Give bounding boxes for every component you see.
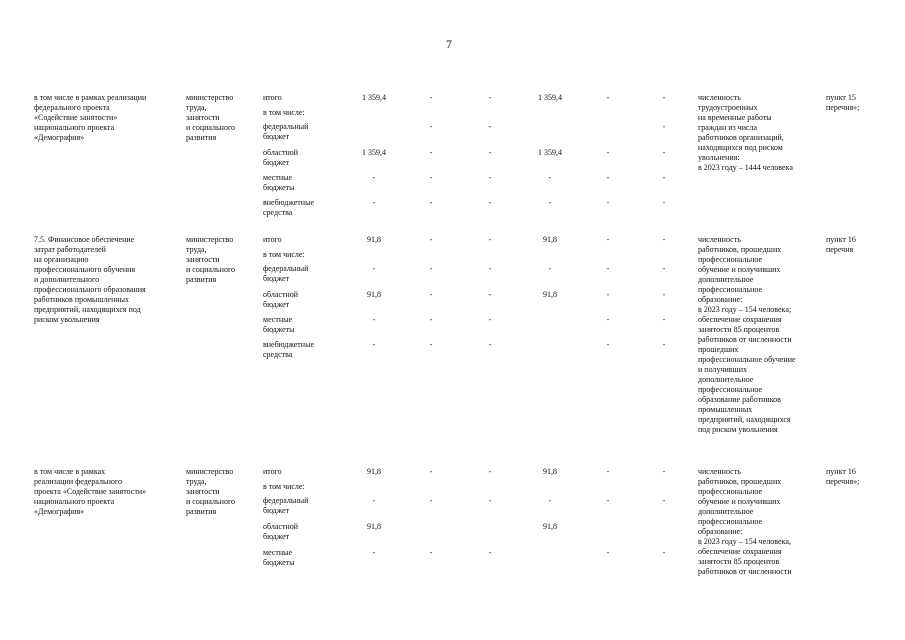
funding-value: - <box>372 315 376 324</box>
executor-line: министерство <box>186 93 234 102</box>
indicator-line: обучение и получивших <box>698 497 781 506</box>
funding-value: - <box>662 496 666 505</box>
reference-line: пункт 15 <box>826 93 856 102</box>
indicator-line: работников, прошедших <box>698 477 782 486</box>
activity-name-line: 7.5. Финансовое обеспечение <box>34 235 135 244</box>
funding-value: - <box>372 340 376 349</box>
funding-value: - <box>372 264 376 273</box>
funding-value: - <box>606 173 610 182</box>
funding-source-label: бюджет <box>263 532 290 541</box>
activity-name-line: национального проекта <box>34 123 115 132</box>
activity-name-line: в том числе в рамках <box>34 467 106 476</box>
funding-value: 1 359,4 <box>362 93 386 102</box>
funding-value: - <box>488 340 492 349</box>
funding-value: - <box>488 467 492 476</box>
executor-line: развития <box>186 507 217 516</box>
funding-value: - <box>429 122 433 131</box>
activity-name-line: на организацию <box>34 255 89 264</box>
funding-value: - <box>372 198 376 207</box>
funding-value: - <box>488 548 492 557</box>
funding-value: 91,8 <box>367 290 381 299</box>
indicator-line: предприятий, находящихся <box>698 415 791 424</box>
funding-value: - <box>488 496 492 505</box>
indicator-line: трудоустроенных <box>698 103 758 112</box>
executor-line: и социального <box>186 265 236 274</box>
funding-value: - <box>429 315 433 324</box>
executor-line: и социального <box>186 123 236 132</box>
funding-source-label: бюджеты <box>263 558 295 567</box>
indicator-line: промышленных <box>698 405 753 414</box>
funding-value: - <box>488 290 492 299</box>
activity-name-line: национального проекта <box>34 497 115 506</box>
funding-value: - <box>606 235 610 244</box>
activity-name-line: профессионального обучения <box>34 265 136 274</box>
funding-value: - <box>548 198 552 207</box>
funding-value: - <box>606 93 610 102</box>
funding-value: - <box>662 122 666 131</box>
funding-value: - <box>488 264 492 273</box>
indicator-line: занятости 85 процентов <box>698 557 780 566</box>
executor-line: труда, <box>186 245 207 254</box>
funding-value: 1 359,4 <box>362 148 386 157</box>
funding-value: 91,8 <box>543 290 557 299</box>
funding-value: - <box>662 148 666 157</box>
activity-name-line: предприятий, находящихся под <box>34 305 141 314</box>
funding-value: - <box>662 315 666 324</box>
indicator-line: в 2023 году – 154 человека; <box>698 305 792 314</box>
funding-source-label: в том числе: <box>263 482 305 491</box>
indicator-line: работников организаций, <box>698 133 784 142</box>
funding-value: - <box>372 173 376 182</box>
indicator-line: профессиональное <box>698 385 763 394</box>
funding-source-label: местные <box>263 315 293 324</box>
funding-value: - <box>662 290 666 299</box>
funding-source-label: итого <box>263 93 282 102</box>
activity-name-line: затрат работодателей <box>34 245 106 254</box>
funding-value: - <box>488 173 492 182</box>
funding-source-label: федеральный <box>263 264 309 273</box>
funding-value: - <box>662 173 666 182</box>
executor-line: и социального <box>186 497 236 506</box>
indicator-line: в 2023 году – 154 человека, <box>698 537 791 546</box>
funding-value: - <box>429 173 433 182</box>
indicator-line: образование: <box>698 527 743 536</box>
funding-source-label: средства <box>263 208 293 217</box>
indicator-line: в 2023 году – 1444 человека <box>698 163 793 172</box>
funding-source-label: областной <box>263 290 299 299</box>
indicator-line: профессиональное <box>698 487 763 496</box>
funding-value: - <box>606 198 610 207</box>
indicator-line: дополнительное <box>698 275 754 284</box>
funding-value: - <box>429 93 433 102</box>
activity-name-line: в том числе в рамках реализации <box>34 93 147 102</box>
indicator-line: дополнительное <box>698 375 754 384</box>
funding-source-label: бюджет <box>263 506 290 515</box>
executor-line: занятости <box>186 255 220 264</box>
indicator-line: под риском увольнения <box>698 425 778 434</box>
funding-value: 1 359,4 <box>538 148 562 157</box>
activity-name-line: «Демография» <box>34 507 85 516</box>
reference-line: перечня»; <box>826 477 860 486</box>
indicator-line: образование: <box>698 295 743 304</box>
executor-line: труда, <box>186 103 207 112</box>
funding-source-label: федеральный <box>263 122 309 131</box>
funding-source-label: местные <box>263 173 293 182</box>
funding-value: - <box>429 290 433 299</box>
funding-value: - <box>488 93 492 102</box>
funding-value: - <box>488 198 492 207</box>
activity-name-line: реализации федерального <box>34 477 122 486</box>
activity-name-line: риском увольнения <box>34 315 100 324</box>
funding-value: - <box>662 93 666 102</box>
funding-source-label: бюджеты <box>263 183 295 192</box>
funding-source-label: федеральный <box>263 496 309 505</box>
funding-value: 91,8 <box>367 235 381 244</box>
funding-value: - <box>662 264 666 273</box>
indicator-line: численность <box>698 467 741 476</box>
indicator-line: обучение и получивших <box>698 265 781 274</box>
funding-value: - <box>488 315 492 324</box>
executor-line: занятости <box>186 487 220 496</box>
executor-line: труда, <box>186 477 207 486</box>
reference-line: пункт 16 <box>826 467 856 476</box>
funding-value: - <box>372 496 376 505</box>
funding-value: - <box>606 496 610 505</box>
funding-source-label: в том числе: <box>263 108 305 117</box>
funding-source-label: внебюджетные <box>263 340 314 349</box>
indicator-line: профессиональное <box>698 255 763 264</box>
funding-value: - <box>606 548 610 557</box>
activity-name-line: работников промышленных <box>34 295 130 304</box>
funding-value: - <box>488 122 492 131</box>
executor-line: развития <box>186 275 217 284</box>
funding-value: 91,8 <box>543 235 557 244</box>
funding-value: - <box>662 548 666 557</box>
funding-value: - <box>488 148 492 157</box>
executor-line: министерство <box>186 235 234 244</box>
reference-line: перечня»; <box>826 103 860 112</box>
funding-source-label: итого <box>263 467 282 476</box>
indicator-line: увольнения: <box>698 153 740 162</box>
indicator-line: работников от численности <box>698 567 792 576</box>
reference-line: пункт 16 <box>826 235 856 244</box>
indicator-line: образование работников <box>698 395 781 404</box>
funding-value: - <box>488 235 492 244</box>
indicator-line: профессиональное <box>698 517 763 526</box>
indicator-line: на временные работы <box>698 113 772 122</box>
funding-source-label: бюджеты <box>263 325 295 334</box>
indicator-line: дополнительное <box>698 507 754 516</box>
funding-value: - <box>548 173 552 182</box>
funding-value: - <box>606 148 610 157</box>
funding-value: 91,8 <box>367 522 381 531</box>
indicator-line: численность <box>698 235 741 244</box>
indicator-line: работников от численности <box>698 335 792 344</box>
funding-value: - <box>662 198 666 207</box>
funding-value: - <box>429 198 433 207</box>
funding-value: - <box>606 264 610 273</box>
funding-value: - <box>429 496 433 505</box>
funding-value: - <box>429 548 433 557</box>
funding-source-label: бюджет <box>263 274 290 283</box>
indicator-line: профессиональное обучение <box>698 355 796 364</box>
funding-value: 1 359,4 <box>538 93 562 102</box>
funding-value: 91,8 <box>543 467 557 476</box>
funding-source-label: внебюджетные <box>263 198 314 207</box>
page-number: 7 <box>446 37 452 51</box>
funding-source-label: областной <box>263 522 299 531</box>
indicator-line: обеспечение сохранения <box>698 547 782 556</box>
indicator-line: численность <box>698 93 741 102</box>
activity-name-line: профессионального образования <box>34 285 146 294</box>
indicator-line: прошедших <box>698 345 739 354</box>
funding-value: - <box>662 235 666 244</box>
activity-name-line: федерального проекта <box>34 103 110 112</box>
funding-value: 91,8 <box>543 522 557 531</box>
funding-value: - <box>372 548 376 557</box>
funding-value: - <box>548 264 552 273</box>
funding-source-label: в том числе: <box>263 250 305 259</box>
funding-source-label: местные <box>263 548 293 557</box>
executor-line: занятости <box>186 113 220 122</box>
funding-source-label: областной <box>263 148 299 157</box>
activity-name-line: и дополнительного <box>34 275 100 284</box>
funding-value: - <box>429 264 433 273</box>
funding-source-label: бюджет <box>263 132 290 141</box>
indicator-line: профессиональное <box>698 285 763 294</box>
funding-value: - <box>548 496 552 505</box>
funding-value: - <box>429 235 433 244</box>
reference-line: перечня <box>826 245 854 254</box>
indicator-line: обеспечение сохранения <box>698 315 782 324</box>
indicator-line: граждан из числа <box>698 123 758 132</box>
funding-value: - <box>606 340 610 349</box>
funding-value: - <box>429 340 433 349</box>
funding-source-label: бюджет <box>263 300 290 309</box>
funding-value: - <box>606 315 610 324</box>
funding-value: - <box>429 148 433 157</box>
funding-source-label: средства <box>263 350 293 359</box>
funding-value: - <box>429 467 433 476</box>
funding-value: - <box>662 467 666 476</box>
activity-name-line: «Содействие занятости» <box>34 113 118 122</box>
indicator-line: находящихся под риском <box>698 143 783 152</box>
indicator-line: работников, прошедших <box>698 245 782 254</box>
executor-line: министерство <box>186 467 234 476</box>
funding-value: - <box>606 467 610 476</box>
funding-source-label: итого <box>263 235 282 244</box>
activity-name-line: «Демография» <box>34 133 85 142</box>
executor-line: развития <box>186 133 217 142</box>
funding-value: 91,8 <box>367 467 381 476</box>
activity-name-line: проекта «Содействие занятости» <box>34 487 147 496</box>
funding-source-label: бюджет <box>263 158 290 167</box>
indicator-line: занятости 85 процентов <box>698 325 780 334</box>
funding-value: - <box>662 340 666 349</box>
funding-value: - <box>606 290 610 299</box>
indicator-line: и получивших <box>698 365 747 374</box>
